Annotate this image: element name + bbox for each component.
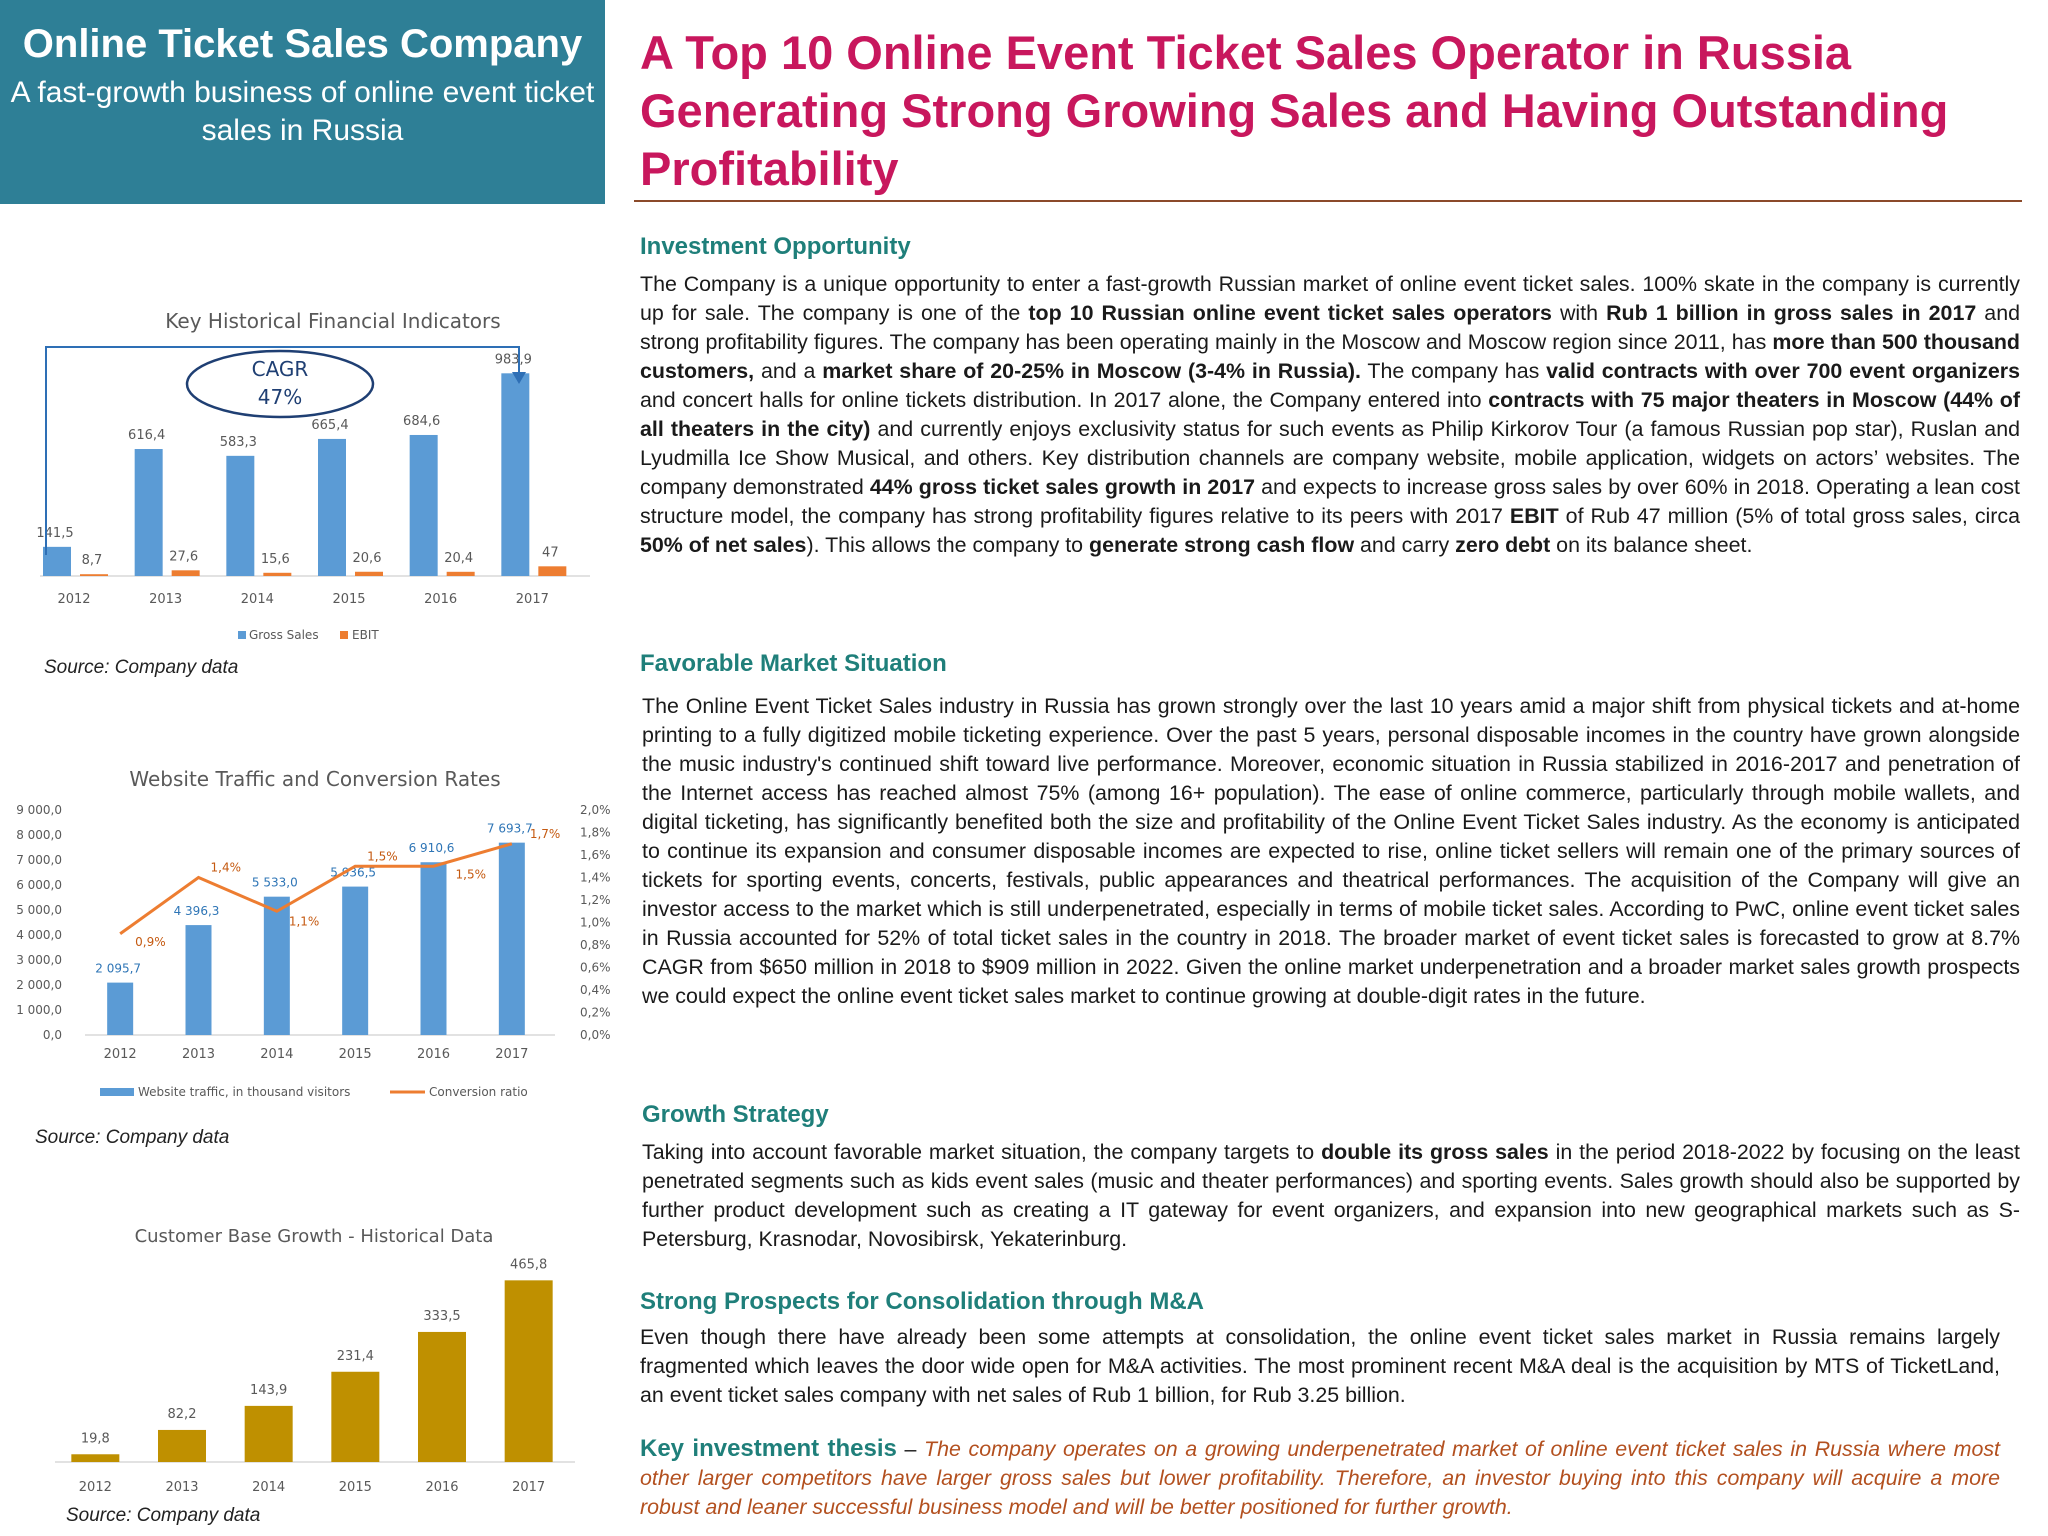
chart-title: Key Historical Financial Indicators xyxy=(165,309,501,333)
para-market xyxy=(642,692,2020,1011)
y-left-tick: 3 000,0 xyxy=(16,953,62,967)
y-left-tick: 6 000,0 xyxy=(16,878,62,892)
chart-title: Website Traffic and Conversion Rates xyxy=(129,767,501,791)
y-right-tick: 0,4% xyxy=(580,983,611,997)
data-label: 983,9 xyxy=(494,352,532,368)
tick-label: 2015 xyxy=(338,1047,372,1062)
data-label: 2 095,7 xyxy=(95,961,142,976)
y-right-tick: 0,2% xyxy=(580,1005,611,1020)
bar-ebit xyxy=(172,570,200,576)
bar-gross-sales xyxy=(318,439,346,576)
y-right-tick: 1,2% xyxy=(580,893,611,907)
data-label: 616,4 xyxy=(128,428,166,444)
conversion-label: 1,7% xyxy=(529,826,561,841)
thesis-dash: – xyxy=(896,1437,925,1461)
bold-text: EBIT xyxy=(1509,504,1559,528)
bold-text: contracts with 75 major theaters in Moscow (44% of all theaters in the city) xyxy=(640,388,2020,441)
legend-traffic: Website traffic, in thousand visitors xyxy=(138,1085,351,1099)
y-right-tick: 2,0% xyxy=(580,803,611,817)
y-right-tick: 0,6% xyxy=(580,960,611,975)
text-run: with xyxy=(1551,301,1607,325)
para-investment xyxy=(640,270,2020,560)
text-run: The Online Event Ticket Sales industry in Russia has grown strongly over the last 10 years amid a major shift from physical tickets and at-home printing to a fully digitized mobile ticketing experience. Over the past 5 years, personal disposable incomes in the country have grown alongside the music industry's continued shift toward live performance. Moreover, economic situation in Russia stabilized in 2016-2017 and penetration of the Internet access has reached almost 75% (among 16+ population). The ease of online commerce, particularly through mobile wallets, and digital ticketing, has significantly benefited both the size and profitability of the Online Event Ticket Sales industry. As the economy is anticipated to continue its expansion and consumer disposable incomes are expected to rise, online ticket sellers will remain one of the primary sources of tickets for sporting events, concerts, festivals, public appearances and theatrical performances. The acquisition of the Company will give an investor access to the market which is still underpenetrated, especially in terms of mobile ticket sales. According to PwC, online event ticket sales in Russia accounted for 52% of total ticket sales in the country in 2018. The broader market of event ticket sales is forecasted to grow at 8.7% CAGR from $650 million in 2018 to $909 million in 2022. Given the online market underpenetration and a broader market sales growth prospects we could expect the online event ticket sales market to continue growing at double-digit rates in the future. xyxy=(642,694,2020,1008)
data-label: 20,6 xyxy=(352,550,382,566)
bar-website-traffic xyxy=(264,897,290,1035)
bold-text: more than 500 thousand customers, xyxy=(640,330,2020,383)
bar-website-traffic xyxy=(499,843,525,1035)
company-title: Online Ticket Sales Company xyxy=(22,22,583,66)
para-mna xyxy=(640,1323,2000,1410)
data-label: 231,4 xyxy=(336,1348,374,1364)
bar-ebit xyxy=(538,566,566,576)
data-label: 47 xyxy=(542,545,559,561)
y-left-tick: 5 000,0 xyxy=(16,903,62,917)
bold-text: 50% of net sales xyxy=(640,533,807,557)
tick-label: 2013 xyxy=(181,1047,216,1062)
chart-customer-base xyxy=(0,1210,600,1510)
data-label: 684,6 xyxy=(403,413,441,429)
data-label: 141,5 xyxy=(36,525,74,541)
data-label: 27,6 xyxy=(169,549,199,565)
data-label: 20,4 xyxy=(444,550,474,566)
bar-ebit xyxy=(447,572,475,576)
tick-label: 2017 xyxy=(515,592,549,607)
legend-conversion: Conversion ratio xyxy=(429,1085,528,1099)
data-label: 665,4 xyxy=(311,417,349,433)
legend-swatch-traffic xyxy=(100,1088,134,1096)
data-label: 143,9 xyxy=(250,1382,288,1398)
bar-ebit xyxy=(355,572,383,576)
y-left-tick: 1 000,0 xyxy=(16,1003,62,1017)
bar-ebit xyxy=(263,573,291,576)
y-right-tick: 0,0% xyxy=(580,1028,611,1042)
bar-customer-base xyxy=(245,1406,293,1462)
y-left-tick: 4 000,0 xyxy=(16,928,62,942)
tick-label: 2014 xyxy=(240,592,274,607)
chart-financial-indicators xyxy=(0,290,600,640)
data-label: 5 533,0 xyxy=(251,875,298,890)
text-run: on its balance sheet. xyxy=(1550,533,1753,557)
tick-label: 2016 xyxy=(416,1047,451,1062)
y-left-tick: 7 000,0 xyxy=(16,853,62,867)
y-left-tick: 2 000,0 xyxy=(16,978,62,992)
bar-customer-base xyxy=(505,1280,553,1462)
cagr-value: 47% xyxy=(257,385,303,409)
tick-label: 2014 xyxy=(260,1047,294,1062)
y-right-tick: 0,8% xyxy=(580,938,611,952)
source-note-3: Source: Company data xyxy=(66,1505,261,1526)
bar-website-traffic xyxy=(421,862,447,1035)
y-left-tick: 8 000,0 xyxy=(16,828,62,842)
text-run: and concert halls for online tickets distribution. In 2017 alone, the Company entered into xyxy=(640,388,1489,412)
tick-label: 2012 xyxy=(57,592,91,607)
bar-gross-sales xyxy=(410,435,438,576)
bar-gross-sales xyxy=(135,449,163,576)
thesis-text: The company operates on a growing underpenetrated market of online event ticket sales in Russia where most other larger competitors have larger gross sales but lower profitability. Therefore, an investor buying into this company will acquire a more robust and leaner successful business model and will be better positioned for further growth. xyxy=(640,1437,2000,1519)
bold-text: market share of 20-25% in Moscow (3-4% in Russia). xyxy=(822,359,1361,383)
text-run: ). This allows the company to xyxy=(806,533,1090,557)
tick-label: 2015 xyxy=(338,1480,372,1495)
data-label: 4 396,3 xyxy=(173,904,220,919)
bar-ebit xyxy=(80,574,108,576)
bar-gross-sales xyxy=(43,547,71,576)
cagr-label: CAGR xyxy=(251,357,309,381)
source-note-1: Source: Company data xyxy=(44,657,239,678)
para-growth xyxy=(642,1138,2020,1254)
y-left-tick: 9 000,0 xyxy=(16,803,62,817)
tick-label: 2016 xyxy=(425,1480,459,1495)
bold-text: valid contracts with over 700 event organizers xyxy=(1546,359,2021,383)
tick-label: 2012 xyxy=(78,1480,112,1495)
source-note-2: Source: Company data xyxy=(35,1127,230,1148)
data-label: 6 910,6 xyxy=(408,841,455,856)
bar-customer-base xyxy=(158,1430,206,1462)
bold-text: generate strong cash flow xyxy=(1089,533,1355,557)
tick-label: 2017 xyxy=(512,1480,546,1495)
data-label: 7 693,7 xyxy=(486,821,533,836)
bar-website-traffic xyxy=(342,887,368,1035)
y-right-tick: 1,0% xyxy=(580,915,611,930)
bar-customer-base xyxy=(418,1332,466,1462)
legend-swatch-ebit xyxy=(340,631,348,639)
text-run: and currently enjoys exclusivity status for such events as Philip Kirkorov Tour (a famous Russian pop star), Ruslan and Lyudmilla Ice Show Musical, and others. Key distribution channels are company website, mobile application, widgets on actors’ websites. The company demonstrated xyxy=(640,417,2020,499)
text-run: and a xyxy=(754,359,823,383)
heading-mna: Strong Prospects for Consolidation through M&A xyxy=(640,1288,1204,1315)
header-box xyxy=(0,0,605,204)
tick-label: 2013 xyxy=(149,592,183,607)
company-subtitle: A fast-growth business of online event ticket sales in Russia xyxy=(10,76,595,147)
conversion-label: 1,4% xyxy=(210,860,241,875)
data-label: 333,5 xyxy=(423,1308,461,1324)
text-run: Taking into account favorable market situation, the company targets to xyxy=(642,1140,1322,1164)
bar-gross-sales xyxy=(226,456,254,576)
bar-gross-sales xyxy=(501,373,529,576)
page-title: A Top 10 Online Event Ticket Sales Operator in Russia Generating Strong Growing Sales and Having Outstanding Profitability xyxy=(640,26,1949,195)
data-label: 8,7 xyxy=(81,553,103,569)
text-run: in the period 2018-2022 by focusing on the least penetrated segments such as kids event sales (music and theater performances) and sporting events. Sales growth should also be supported by further product development such as creating a IT gateway for event organizers, and expansion into new geographical markets such as S-Petersburg, Krasnodar, Novosibirsk, Yekaterinburg. xyxy=(642,1140,2020,1251)
bold-text: double its gross sales xyxy=(1321,1140,1549,1164)
text-run: of Rub 47 million (5% of total gross sales, circa xyxy=(1558,504,2020,528)
bar-customer-base xyxy=(331,1372,379,1462)
heading-growth: Growth Strategy xyxy=(642,1101,829,1128)
para-thesis xyxy=(640,1434,2000,1522)
tick-label: 2013 xyxy=(165,1480,199,1495)
tick-label: 2014 xyxy=(252,1480,286,1495)
bold-text: zero debt xyxy=(1455,533,1551,557)
data-label: 19,8 xyxy=(80,1431,110,1447)
text-run: Even though there have already been some attempts at consolidation, the online event ticket sales market in Russia remains largely fragmented which leaves the door wide open for M&A activities. The most prominent recent M&A deal is the acquisition by MTS of TicketLand, an event ticket sales company with net sales of Rub 1 billion, for Rub 3.25 billion. xyxy=(640,1325,2000,1407)
bar-customer-base xyxy=(71,1454,119,1462)
title-divider xyxy=(634,200,2022,202)
legend-gross-sales: Gross Sales xyxy=(249,628,319,640)
text-run: and expects to increase gross sales by over 60% in 2018. Operating a lean cost structure model, the company has strong profitability figures relative to its peers with 2017 xyxy=(640,475,2020,528)
y-left-tick: 0,0 xyxy=(42,1028,62,1042)
bar-website-traffic xyxy=(186,925,212,1035)
bold-text: 44% gross ticket sales growth in 2017 xyxy=(869,475,1255,499)
bold-text: top 10 Russian online event ticket sales operators xyxy=(1028,301,1552,325)
heading-market: Favorable Market Situation xyxy=(640,650,947,677)
tick-label: 2015 xyxy=(332,592,366,607)
data-label: 82,2 xyxy=(167,1406,197,1422)
legend-ebit: EBIT xyxy=(352,628,379,640)
conversion-label: 1,5% xyxy=(367,849,398,864)
data-label: 583,3 xyxy=(219,434,257,450)
text-run: The Company is a unique opportunity to enter a fast-growth Russian market of online event ticket sales. 100% skate in the company is currently up for sale. The company is one of the xyxy=(640,272,2020,325)
bar-website-traffic xyxy=(107,983,133,1035)
conversion-label: 0,9% xyxy=(135,934,166,949)
text-run: and carry xyxy=(1354,533,1456,557)
chart-website-traffic xyxy=(0,755,620,1110)
tick-label: 2012 xyxy=(103,1047,137,1062)
data-label: 5 936,5 xyxy=(330,865,377,880)
y-right-tick: 1,8% xyxy=(580,825,611,840)
heading-investment: Investment Opportunity xyxy=(640,233,911,260)
text-run: The company has xyxy=(1360,359,1547,383)
text-run: and strong profitability figures. The company has been operating mainly in the Moscow and Moscow region since 2011, has xyxy=(640,301,2020,354)
y-right-tick: 1,6% xyxy=(580,848,611,862)
conversion-label: 1,1% xyxy=(288,914,320,929)
bold-text: Rub 1 billion in gross sales in 2017 xyxy=(1606,301,1977,325)
chart-title: Customer Base Growth - Historical Data xyxy=(134,1226,494,1247)
conversion-label: 1,5% xyxy=(455,867,486,882)
tick-label: 2016 xyxy=(424,592,458,607)
y-right-tick: 1,4% xyxy=(580,870,611,885)
data-label: 15,6 xyxy=(260,551,290,567)
data-label: 465,8 xyxy=(510,1257,548,1273)
heading-thesis: Key investment thesis xyxy=(640,1435,897,1462)
legend-swatch-gross-sales xyxy=(238,631,246,639)
tick-label: 2017 xyxy=(495,1047,529,1062)
